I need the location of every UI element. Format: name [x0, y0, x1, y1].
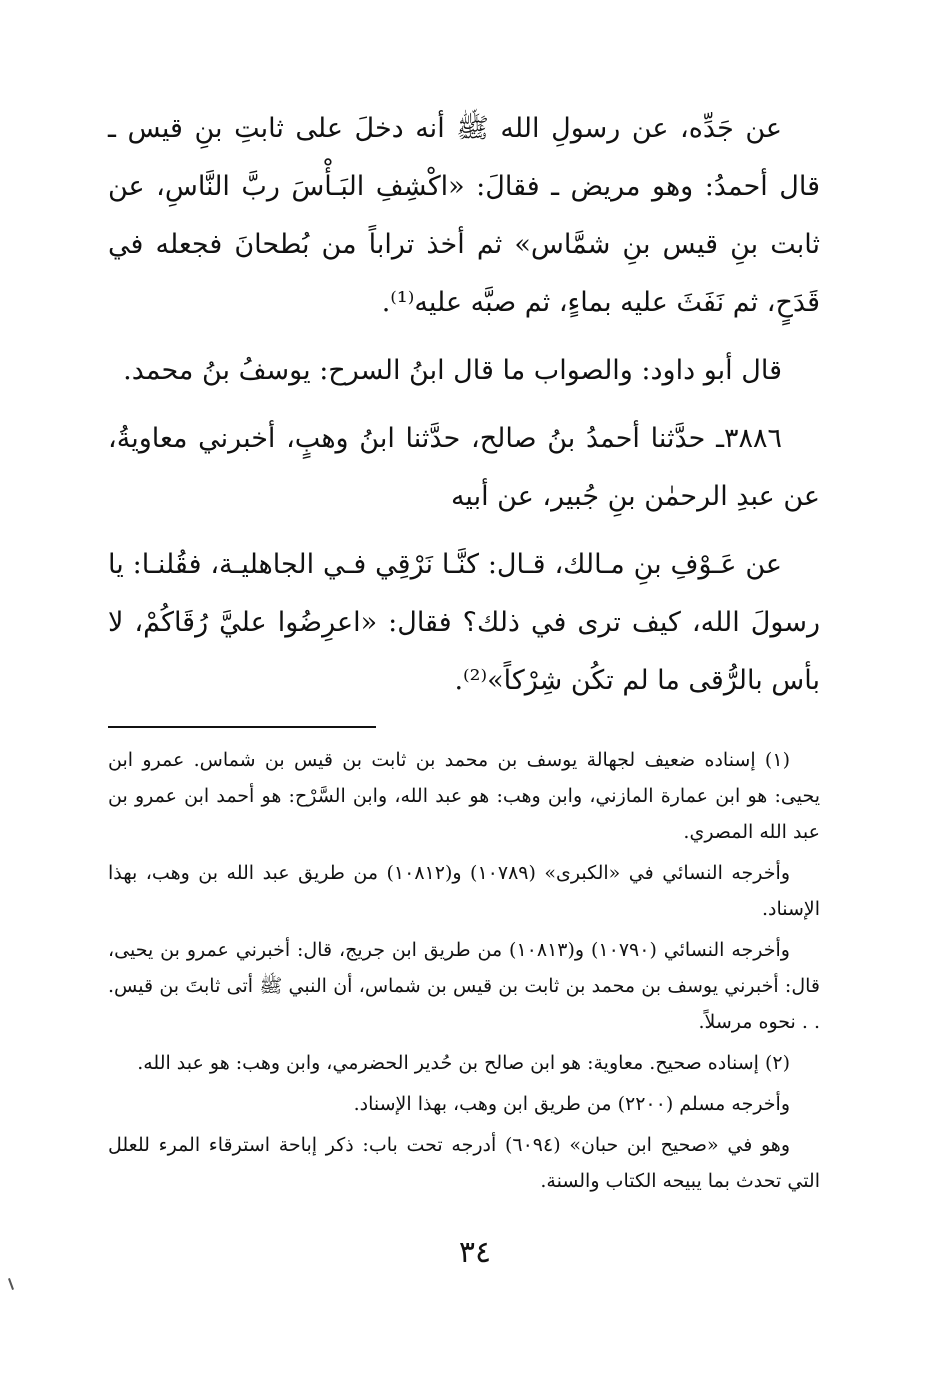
book-page — [108, 100, 820, 1340]
hadith-text-paragraph: عن جَدِّه، عن رسولِ الله ﷺ أنه دخلَ على ثابتِ بنِ قيس ـ قال أحمدُ: وهو مريض ـ فقالَ: «اكْشِفِ البَـأْسَ ربَّ النَّاسِ، عن ثابت بنِ قيس بنِ شمَّاس» ثم أخذ تراباً من بُطحانَ فجعله في قَدَحٍ، ثم نَفَثَ عليه بماءٍ، ثم صبَّه عليه⁽¹⁾. — [108, 113, 820, 318]
abu-dawud-comment: قال أبو داود: والصواب ما قال ابنُ السرح: يوسفُ بنُ محمد. — [123, 355, 782, 386]
footnote-note: وأخرجه مسلم (٢٢٠٠) من طريق ابن وهب، بهذا الإسناد. — [353, 1093, 790, 1115]
scan-edge-mark — [8, 1278, 14, 1290]
hadith-text-paragraph: عن عَـوْفِ بنِ مـالك، قـال: كنَّـا نَرْقِي فـي الجاهليـة، فقُلنـا: يا رسولَ الله، كيف ترى في ذلك؟ فقال: «اعرِضُوا عليَّ رُقَاكُمْ، لا بأس بالرُّقى ما لم تكُن شِرْكاً»⁽²⁾. — [108, 549, 820, 696]
hadith-chain-paragraph: ٣٨٨٦ـ حدَّثنا أحمدُ بنُ صالح، حدَّثنا ابنُ وهبٍ، أخبرني معاويةُ، عن عبدِ الرحمٰن بنِ جُبير، عن أبيه — [108, 423, 820, 512]
footnote-note: وأخرجه النسائي في «الكبرى» (١٠٧٨٩) و(١٠٨١٢) من طريق عبد الله بن وهب، بهذا الإسناد. — [108, 862, 820, 920]
footnotes — [108, 742, 820, 1199]
page-number: ٣٤ — [458, 1235, 492, 1270]
footnote-separator — [108, 726, 376, 728]
footnote-note: وهو في «صحيح ابن حبان» (٦٠٩٤) أدرجه تحت باب: ذكر إباحة استرقاء المرء للعلل التي تحدث بما يبيحه الكتاب والسنة. — [108, 1134, 820, 1192]
main-text — [108, 100, 820, 710]
footnote-1: (١) إسناده ضعيف لجهالة يوسف بن محمد بن ثابت بن قيس بن شماس. عمرو ابن يحيى: هو ابن عمارة المازني، وابن وهب: هو عبد الله، وابن السَّرْح: هو أحمد ابن عمرو بن عبد الله المصري. — [108, 749, 820, 843]
footnote-2: (٢) إسناده صحيح. معاوية: هو ابن صالح بن حُدير الحضرمي، وابن وهب: هو عبد الله. — [137, 1052, 790, 1074]
footnote-note: وأخرجه النسائي (١٠٧٩٠) و(١٠٨١٣) من طريق ابن جريج، قال: أخبرني عمرو بن يحيى، قال: أخبرني يوسف بن محمد بن ثابت بن قيس بن شماس، أن النبي ﷺ أتى ثابتَ بن قيس. . . نحوه مرسلاً. — [108, 939, 820, 1033]
